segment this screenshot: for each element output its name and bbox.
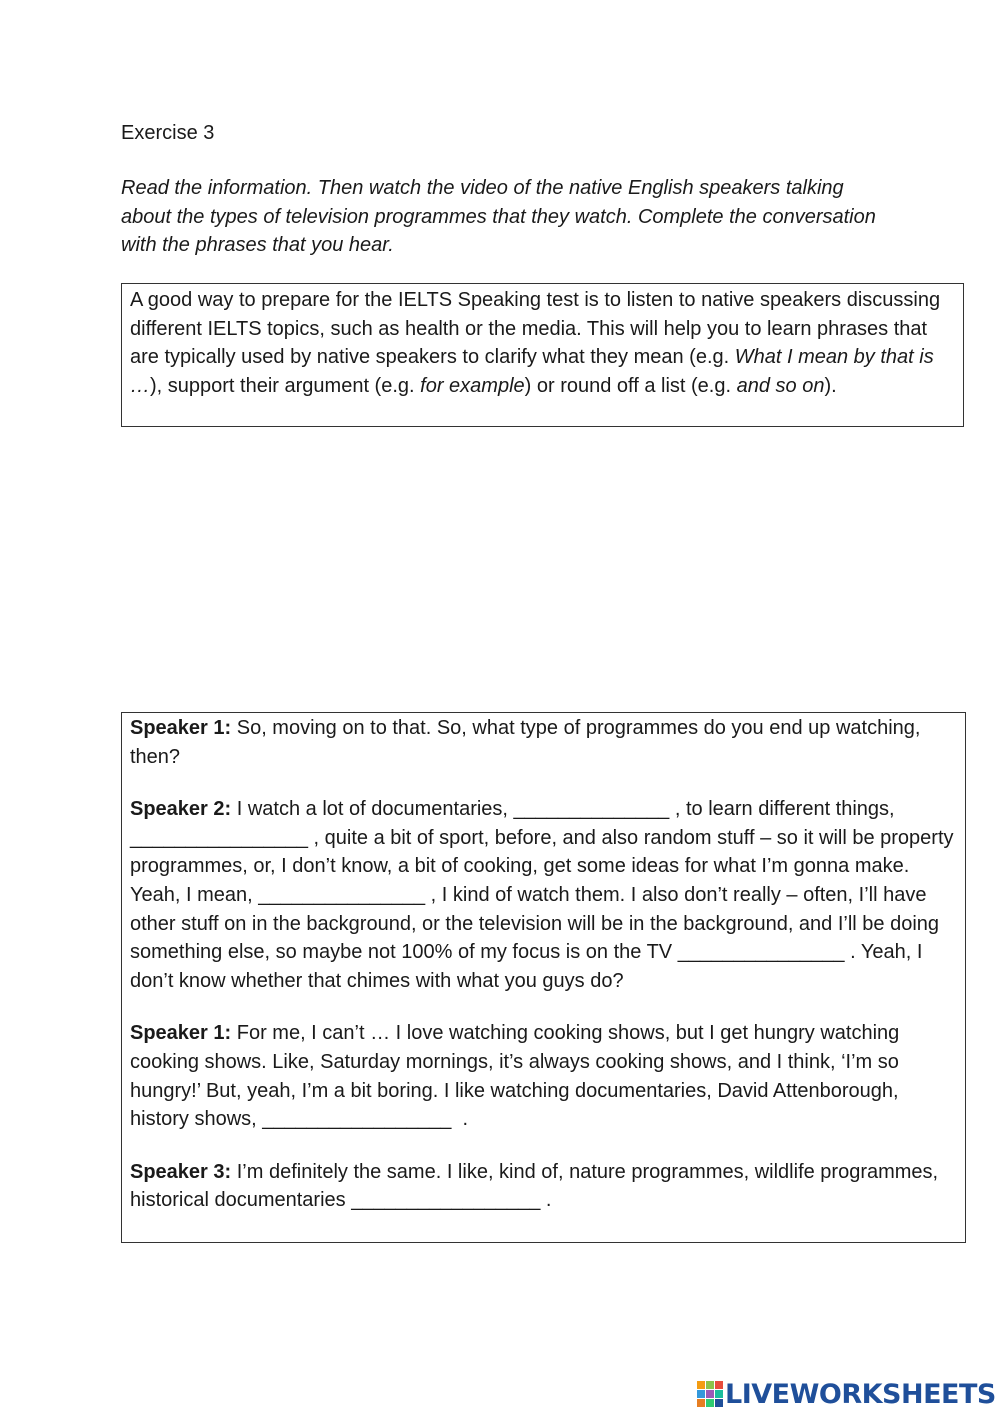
turn-text: , to learn different things, — [669, 798, 895, 821]
info-text: ). — [824, 374, 837, 397]
info-box — [121, 283, 964, 427]
answer-blank-3[interactable]: _______________ — [258, 883, 426, 906]
info-text: ), support their argument (e.g. — [150, 374, 421, 397]
answer-blank-4[interactable]: _______________ — [677, 941, 845, 964]
info-example-clarify: What I mean by that is … — [130, 346, 934, 397]
turn-text: , quite a bit of sport, before, and also random stuff – so it will be property programmes, or, I don’t know, a bit of cooking, get some ideas for what I’m gonna make. Yeah, I mean, — [130, 826, 954, 906]
conversation-turn — [130, 1019, 956, 1133]
turn-text: . — [451, 1108, 469, 1131]
info-example-support: for example — [420, 374, 525, 397]
turn-text: So, moving on to that. So, what type of programmes do you end up watching, then? — [130, 717, 921, 768]
exercise-title: Exercise 3 — [121, 122, 215, 144]
watermark-text: LIVEWORKSHEETS — [725, 1378, 996, 1410]
liveworksheets-watermark — [697, 1376, 996, 1412]
turn-text: . — [540, 1189, 552, 1212]
speaker-label: Speaker 1: — [130, 1022, 232, 1045]
info-text: A good way to prepare for the IELTS Speaking test is to listen to native speakers discussing different IELTS topics, such as health or the media. This will help you to learn phrases that are typically used by native speakers to clarify what they mean (e.g. — [130, 289, 941, 369]
answer-blank-1[interactable]: ______________ — [513, 798, 670, 821]
conversation-turn — [130, 1158, 956, 1215]
info-text: ) or round off a list (e.g. — [524, 374, 737, 397]
liveworksheets-logo-icon — [697, 1381, 723, 1407]
conversation-turn — [130, 714, 956, 771]
turn-text: I’m definitely the same. I like, kind of, nature programmes, wildlife programmes, historical documentaries — [130, 1160, 939, 1212]
speaker-label: Speaker 3: — [130, 1160, 232, 1183]
conversation-box — [121, 712, 966, 1243]
turn-text: I watch a lot of documentaries, — [231, 798, 514, 821]
answer-blank-5[interactable]: _________________ — [262, 1108, 452, 1131]
info-example-list: and so on — [736, 374, 825, 397]
speaker-label: Speaker 1: — [130, 717, 232, 739]
turn-text: . Yeah, I don’t know whether that chimes with what you guys do? — [130, 941, 923, 992]
instructions: Read the information. Then watch the video of the native English speakers talking about the types of television programmes that they watch. Complete the conversation with the phrases that you hear. — [121, 177, 876, 256]
turn-text: , I kind of watch them. I also don’t really – often, I’ll have other stuff on in the background, or the television will be in the background, and I’ll be doing something else, so maybe not 100% of my focus is on the TV — [130, 883, 940, 964]
speaker-label: Speaker 2: — [130, 798, 232, 821]
answer-blank-6[interactable]: _________________ — [351, 1189, 541, 1212]
conversation-turn — [130, 795, 956, 995]
answer-blank-2[interactable]: ________________ — [130, 826, 308, 849]
turn-text: For me, I can’t … I love watching cooking shows, but I get hungry watching cooking shows. Like, Saturday mornings, it’s always cooking shows, and I think, ‘I’m so hungry!’ But, yeah, I’m a bit boring. I like watching documentaries, David Attenborough, history shows, — [130, 1022, 900, 1131]
